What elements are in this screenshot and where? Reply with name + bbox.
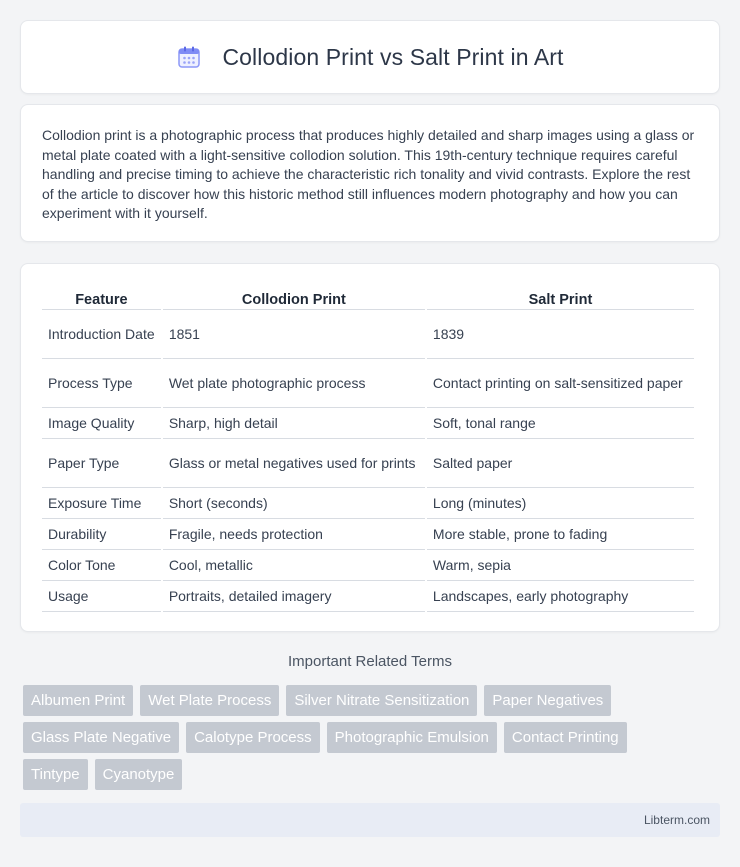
cell-feature: Image Quality [42,408,161,439]
intro-card [20,104,720,242]
cell-feature: Paper Type [42,439,161,488]
cell-feature: Color Tone [42,550,161,581]
cell-salt: 1839 [427,310,694,359]
cell-collodion: Glass or metal negatives used for prints [163,439,425,488]
header-collodion: Collodion Print [163,284,425,310]
tag-paper-negatives[interactable]: Paper Negatives [484,685,611,716]
tag-albumen-print[interactable]: Albumen Print [23,685,133,716]
page-title: Collodion Print vs Salt Print in Art [222,43,564,70]
tag-row [23,759,723,790]
cell-collodion: Portraits, detailed imagery [163,581,425,612]
table-row [42,519,694,550]
tag-calotype-process[interactable]: Calotype Process [186,722,320,753]
calendar-icon [176,44,202,70]
tag-cyanotype[interactable]: Cyanotype [95,759,183,790]
footer-site-link[interactable]: Libterm.com [643,813,710,827]
cell-collodion: Fragile, needs protection [163,519,425,550]
related-terms-tags [23,685,723,796]
header-card [20,20,720,94]
table-row [42,408,694,439]
comparison-table-card [20,263,720,632]
related-terms-title: Important Related Terms [288,653,452,670]
cell-salt: Warm, sepia [427,550,694,581]
tag-photographic-emulsion[interactable]: Photographic Emulsion [327,722,497,753]
cell-collodion: 1851 [163,310,425,359]
cell-collodion: Short (seconds) [163,488,425,519]
tag-silver-nitrate-sensitization[interactable]: Silver Nitrate Sensitization [286,685,477,716]
cell-salt: More stable, prone to fading [427,519,694,550]
cell-collodion: Cool, metallic [163,550,425,581]
tag-row [23,722,723,753]
cell-salt: Soft, tonal range [427,408,694,439]
cell-salt: Landscapes, early photography [427,581,694,612]
table-row [42,359,694,408]
header-feature: Feature [42,284,161,310]
cell-feature: Introduction Date [42,310,161,359]
table-header-row [42,284,694,310]
table-row [42,581,694,612]
tag-contact-printing[interactable]: Contact Printing [504,722,627,753]
table-row [42,439,694,488]
tag-wet-plate-process[interactable]: Wet Plate Process [140,685,279,716]
comparison-table [40,284,696,612]
tag-row [23,685,723,716]
intro-text: Collodion print is a photographic process that produces highly detailed and sharp images using a glass or metal plate coated with a light-sensitive collodion solution. This 19th-century technique requires careful handling and precise timing to achieve the characteristic rich tonality and vivid contrasts. Explore the rest of the article to discover how this historic method still influences modern photography and how you can experiment with it yourself. [42,127,695,222]
cell-collodion: Wet plate photographic process [163,359,425,408]
cell-feature: Usage [42,581,161,612]
table-row [42,310,694,359]
cell-salt: Contact printing on salt-sensitized paper [427,359,694,408]
tag-tintype[interactable]: Tintype [23,759,88,790]
cell-salt: Long (minutes) [427,488,694,519]
tag-glass-plate-negative[interactable]: Glass Plate Negative [23,722,179,753]
cell-feature: Process Type [42,359,161,408]
cell-salt: Salted paper [427,439,694,488]
title-wrap [176,44,563,71]
header-salt: Salt Print [427,284,694,310]
cell-collodion: Sharp, high detail [163,408,425,439]
table-row [42,488,694,519]
cell-feature: Exposure Time [42,488,161,519]
footer [20,803,720,837]
cell-feature: Durability [42,519,161,550]
table-row [42,550,694,581]
